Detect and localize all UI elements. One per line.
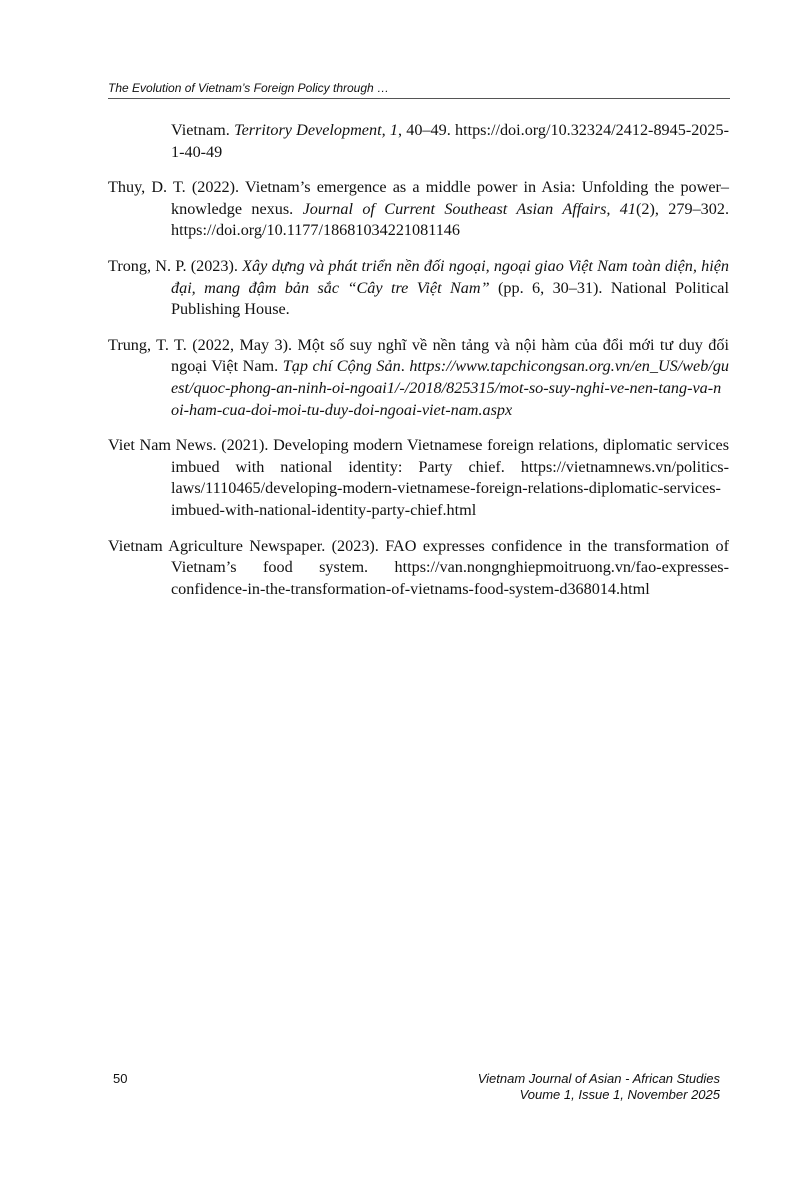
journal-footer	[478, 1071, 720, 1103]
reference-entry: Viet Nam News. (2021). Developing modern Vietnamese foreign relations, diplomatic services imbued with national identity: Party chief. https://vietnamnews.vn/politics-laws/1110465/developing-modern-vietnamese-foreign-relations-diplomatic-services-imbued-with-national-identity-party-chief.html	[108, 436, 729, 519]
reference-entry: Vietnam Agriculture Newspaper. (2023). FAO expresses confidence in the transformation of Vietnam’s food system. https://van.nongnghiepmoitruong.vn/fao-expresses-confidence-in-the-transformation-of-vietnams-food-system-d368014.html	[108, 536, 729, 598]
reference-list	[108, 120, 729, 614]
reference-url[interactable]: https://www.tapchicongsan.org.vn/en_US/web/guest/quoc-phong-an-ninh-oi-ngoai1/-/2018/825315/mot-so-suy-nghi-ve-nen-tang-va-noi-ham-cua-doi-moi-tu-duy-doi-ngoai-viet-nam.aspx	[171, 357, 730, 419]
reference-entry: Thuy, D. T. (2022). Vietnam’s emergence as a middle power in Asia: Unfolding the power–knowledge nexus. Journal of Current Southeast Asian Affairs, 41(2), 279–302. https://doi.org/10.1177/18681034221081146	[108, 178, 729, 240]
reference-entry: Vietnam. Territory Development, 1, 40–49. https://doi.org/10.32324/2412-8945-2025-1-40-49	[171, 121, 729, 161]
reference-entry: Trong, N. P. (2023). Xây dựng và phát triển nền đối ngoại, ngoại giao Việt Nam toàn diện, hiện đại, mang đậm bản sắc “Cây tre Việt Nam” (pp. 6, 30–31). National Political Publishing House.	[108, 256, 729, 319]
journal-name: Vietnam Journal of Asian - African Studies	[477, 1071, 720, 1086]
reference-entry: Trung, T. T. (2022, May 3). Một số suy nghĩ về nền tảng và nội hàm của đổi mới tư duy đối ngoại Việt Nam. Tạp chí Cộng Sản. https://www.tapchicongsan.org.vn/en_US/web/guest/quoc-phong-an-ninh-oi-ngoai1/-/2018/825315/mot-so-suy-nghi-ve-nen-tang-va-noi-ham-cua-doi-moi-tu-duy-doi-ngoai-viet-nam.aspx	[108, 335, 730, 419]
page-number: 50	[113, 1071, 128, 1086]
journal-issue: Voume 1, Issue 1, November 2025	[519, 1087, 720, 1102]
running-title: The Evolution of Vietnam’s Foreign Policy through …	[108, 81, 730, 99]
